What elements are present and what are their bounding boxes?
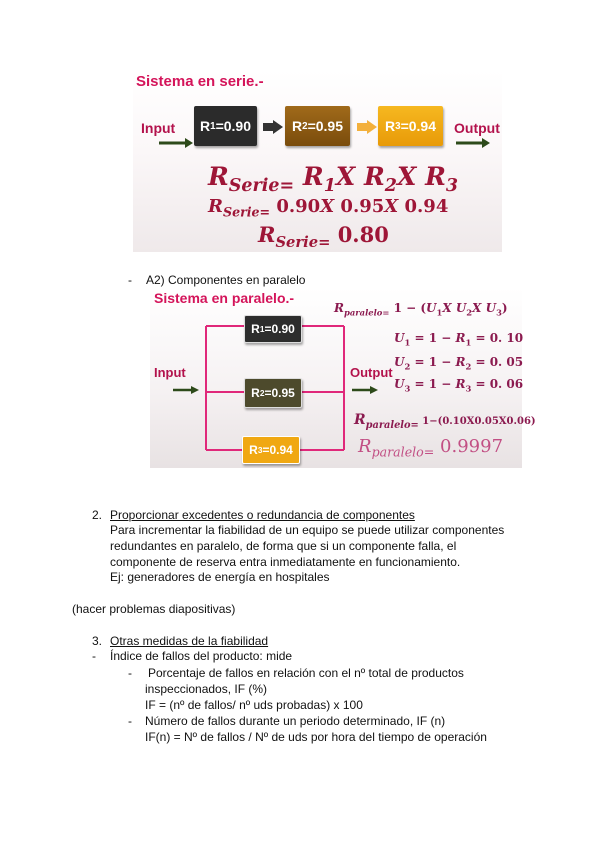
paralelo-bullet-dash: - xyxy=(128,273,132,287)
parallel-output-label: Output xyxy=(350,365,393,380)
series-equation-3: $R_{Serie=}$ 0.80 xyxy=(258,222,389,252)
sub1-line-2: inspeccionados, IF (%) xyxy=(145,682,268,696)
paralelo-heading: A2) Componentes en paralelo xyxy=(146,273,306,287)
parallel-box-r1: R 1 =0.90 xyxy=(244,315,302,343)
parallel-equation-main: $R_{paralelo=}$ $1 - (U_1X$ $U_2X$ $U_3$) xyxy=(334,301,508,318)
section3-number: 3. xyxy=(92,634,103,648)
section3-title: Otras medidas de la fiabilidad xyxy=(110,634,269,648)
sub1-dash: - xyxy=(128,666,132,680)
section2-line-1: Para incrementar la fiabilidad de un equipo se puede utilizar componentes xyxy=(110,523,505,537)
parallel-box-r2: R 2 =0.95 xyxy=(244,378,302,408)
series-arrow-1 xyxy=(263,120,283,134)
series-equation-1: $R_{Serie=}$ $R_1X$ $R_2X$ $R_3$ xyxy=(208,162,459,196)
parallel-equation-result: $R_{paralelo=}$ 0.9997 xyxy=(358,436,504,460)
series-box-r1: R 1 =0.90 xyxy=(194,106,257,146)
section2-line-2: redundantes en paralelo, de forma que si un componente falla, el xyxy=(110,539,457,553)
series-box-r3: R 3 =0.94 xyxy=(378,106,443,146)
series-input-arrow xyxy=(159,138,193,148)
section2-line-4: Ej: generadores de energía en hospitales xyxy=(110,570,330,584)
parallel-equation-sub: $R_{paralelo=}$ 1−(0.10X0.05X0.06) xyxy=(354,412,536,431)
series-box-r2: R 2 =0.95 xyxy=(285,106,350,146)
series-input-label: Input xyxy=(141,120,176,136)
parallel-input-arrow xyxy=(173,385,199,395)
section2-line-3: componente de reserva entra inmediatamente en funcionamiento. xyxy=(110,555,461,569)
parallel-u1: $U_1 = 1 - R_1 = 0$. 10 xyxy=(394,331,524,348)
note-problems: (hacer problemas diapositivas) xyxy=(72,602,236,616)
sub1-line-1: Porcentaje de fallos en relación con el nº total de productos xyxy=(148,666,464,680)
section3-bullet-dash: - xyxy=(92,649,96,663)
series-equation-2: $R_{Serie=}$ 0.90X 0.95X 0.94 xyxy=(208,196,449,220)
series-arrow-2 xyxy=(357,120,377,134)
section3-bullet: Índice de fallos del producto: mide xyxy=(110,649,293,663)
parallel-output-arrow xyxy=(352,385,378,395)
section2-number: 2. xyxy=(92,508,103,522)
sub2-dash: - xyxy=(128,714,132,728)
sub2-line-1: Número de fallos durante un periodo determinado, IF (n) xyxy=(145,714,446,728)
parallel-input-label: Input xyxy=(154,365,186,380)
series-output-label: Output xyxy=(454,120,500,136)
sub1-line-3: IF = (nº de fallos/ nº uds probadas) x 100 xyxy=(145,698,363,712)
parallel-title: Sistema en paralelo.- xyxy=(154,290,295,306)
parallel-box-r3: R 3 =0.94 xyxy=(242,436,300,464)
parallel-u2: $U_2 = 1 - R_2 = 0$. 05 xyxy=(394,355,524,372)
series-title: Sistema en serie.- xyxy=(136,73,264,90)
series-output-arrow xyxy=(456,138,490,148)
series-figure xyxy=(133,70,502,252)
sub2-line-2: IF(n) = Nº de fallos / Nº de uds por hora del tiempo de operación xyxy=(145,730,487,744)
parallel-figure xyxy=(150,288,536,468)
parallel-u3: $U_3 = 1 - R_3 = 0$. 06 xyxy=(394,377,524,394)
section2-title: Proporcionar excedentes o redundancia de componentes xyxy=(110,508,415,522)
